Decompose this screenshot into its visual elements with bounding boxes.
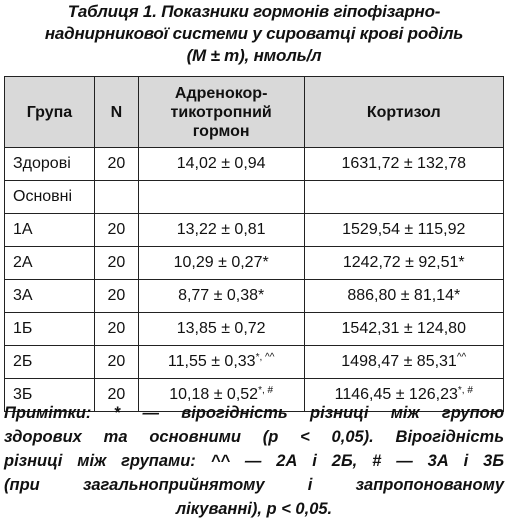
cortisol-value: 886,80 ± 81,14*	[347, 287, 461, 304]
header-acth-line-3: гормон	[192, 122, 250, 140]
cell-acth	[138, 346, 304, 379]
table-row	[5, 214, 504, 247]
cortisol-value: 1498,47 ± 85,31	[341, 353, 457, 370]
cell-cortisol	[304, 280, 503, 313]
cell-cortisol	[304, 247, 503, 280]
acth-mark: *, ^^	[255, 352, 275, 363]
cell-group: Здорові	[5, 148, 95, 181]
acth-value: 14,02 ± 0,94	[176, 155, 266, 172]
cortisol-value: 1242,72 ± 92,51*	[342, 254, 465, 271]
acth-value: 13,85 ± 0,72	[176, 320, 266, 337]
cell-group: 1А	[5, 214, 95, 247]
acth-mark: *, #	[258, 385, 274, 396]
cell-acth	[138, 280, 304, 313]
notes-line-2: здорових та основними (р < 0,05). Вірогідність	[4, 428, 504, 446]
table-row	[5, 148, 504, 181]
acth-value: 11,55 ± 0,33	[167, 353, 256, 370]
table-row	[5, 313, 504, 346]
cell-n: 20	[94, 280, 138, 313]
header-n: N	[94, 77, 138, 148]
notes-line-5: лікуванні), р < 0,05.	[175, 500, 333, 518]
header-group: Група	[5, 77, 95, 148]
hormone-table	[4, 76, 504, 412]
cell-group: 2А	[5, 247, 95, 280]
cell-acth	[138, 148, 304, 181]
table-caption	[0, 1, 508, 67]
table-row	[5, 181, 504, 214]
cell-cortisol	[304, 148, 503, 181]
caption-line-2: наднирникової системи у сироватці крові роділь	[44, 24, 464, 43]
table-row	[5, 346, 504, 379]
cell-cortisol	[304, 313, 503, 346]
table-row	[5, 280, 504, 313]
cell-group: 1Б	[5, 313, 95, 346]
cortisol-value: 1542,31 ± 124,80	[341, 320, 466, 337]
cortisol-mark: *, #	[457, 385, 473, 396]
cell-acth	[138, 313, 304, 346]
cell-cortisol	[304, 181, 503, 214]
cortisol-value: 1529,54 ± 115,92	[342, 221, 466, 238]
cell-group: 3А	[5, 280, 95, 313]
cell-group: 3Б	[5, 379, 95, 412]
cell-n: 20	[94, 148, 138, 181]
cell-cortisol	[304, 214, 503, 247]
notes-line-4: (при загальноприйнятому і запропонованому	[4, 476, 504, 494]
cell-acth	[138, 214, 304, 247]
cortisol-mark: ^^	[456, 352, 467, 363]
acth-value: 10,29 ± 0,27*	[173, 254, 269, 271]
cell-n: 20	[94, 313, 138, 346]
acth-value: 13,22 ± 0,81	[176, 221, 266, 238]
cell-n: 20	[94, 247, 138, 280]
table-header-row	[5, 77, 504, 148]
table-row	[5, 247, 504, 280]
cell-cortisol	[304, 346, 503, 379]
header-acth-line-2: тикотропний	[170, 103, 272, 121]
header-acth	[138, 77, 304, 148]
header-cortisol: Кортизол	[304, 77, 503, 148]
cortisol-value: 1146,45 ± 126,23	[334, 386, 458, 403]
caption-line-3: (M ± m), нмоль/л	[186, 46, 322, 65]
cell-group: 2Б	[5, 346, 95, 379]
cortisol-value: 1631,72 ± 132,78	[341, 155, 466, 172]
cell-n: 20	[94, 379, 138, 412]
acth-value: 10,18 ± 0,52	[169, 386, 259, 403]
acth-value: 8,77 ± 0,38*	[178, 287, 265, 304]
cell-group: Основні	[5, 181, 95, 214]
cell-n	[94, 181, 138, 214]
table-notes	[4, 401, 504, 521]
cell-acth	[138, 247, 304, 280]
caption-line-1: Таблиця 1. Показники гормонів гіпофізарно-	[67, 2, 441, 21]
cell-acth	[138, 181, 304, 214]
notes-line-1: Примітки: * — вірогідність різниці між групою	[4, 404, 504, 422]
header-acth-line-1: Адренокор-	[174, 84, 268, 102]
cell-n: 20	[94, 346, 138, 379]
notes-line-3: різниці між групами: ^^ — 2А і 2Б, # — 3А і 3Б	[4, 452, 504, 470]
cell-n: 20	[94, 214, 138, 247]
